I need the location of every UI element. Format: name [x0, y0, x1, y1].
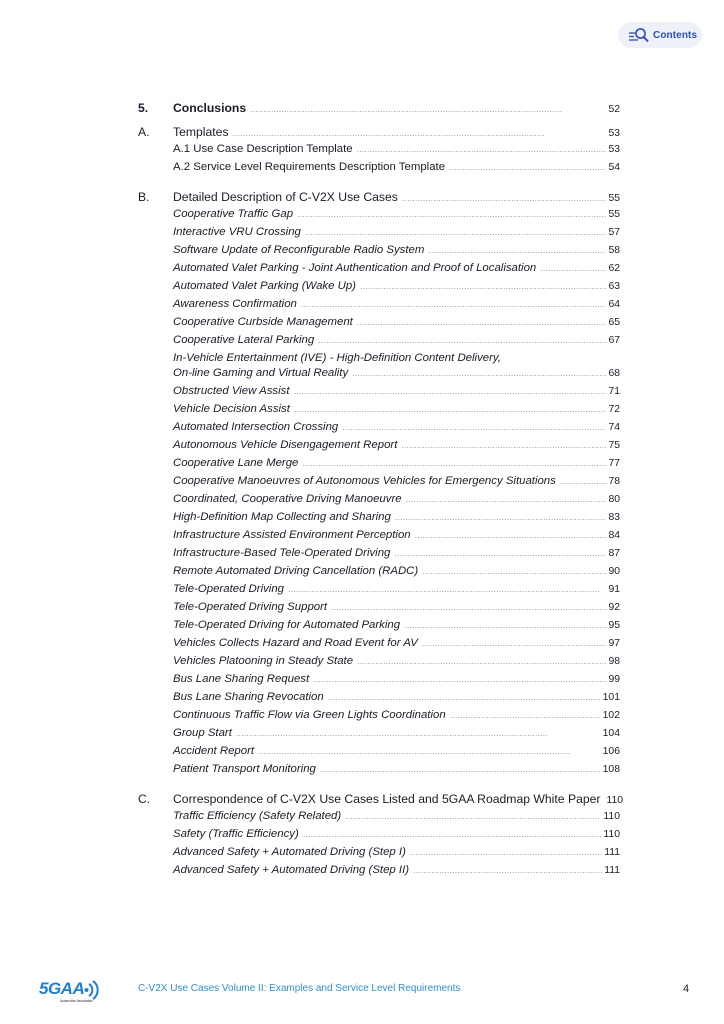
toc-entry-page: 71 — [608, 386, 620, 397]
toc-entry-title: Cooperative Curbside Management — [173, 316, 353, 328]
toc-entry[interactable] — [173, 511, 620, 527]
toc-entry-title: Templates — [173, 125, 229, 139]
toc-entry[interactable] — [173, 601, 620, 617]
toc-entry-page: 58 — [608, 245, 620, 256]
toc-entry-title: Cooperative Lateral Parking — [173, 334, 315, 346]
toc-entry[interactable] — [173, 655, 620, 671]
toc-entry[interactable] — [173, 828, 620, 844]
toc-entry-title: Coordinated, Cooperative Driving Manoeuvre — [173, 493, 402, 505]
toc-entry-page: 68 — [608, 368, 620, 379]
toc-entry-title: Infrastructure-Based Tele-Operated Driving — [173, 547, 391, 559]
toc-entry-title: Infrastructure Assisted Environment Perception — [173, 529, 411, 541]
toc-entry-title: Conclusions — [173, 101, 247, 115]
toc-entry[interactable] — [173, 727, 620, 743]
section-number: C. — [138, 792, 151, 806]
toc-entry-page: 90 — [608, 566, 620, 577]
toc-entry-title-line1: In-Vehicle Entertainment (IVE) - High-Definition Content Delivery, — [173, 352, 501, 364]
toc-entry-title: Continuous Traffic Flow via Green Lights Coordination — [173, 709, 446, 721]
toc-entry-title: Awareness Confirmation — [173, 298, 297, 310]
toc-entry-title: Detailed Description of C-V2X Use Cases — [173, 190, 398, 204]
toc-entry[interactable] — [173, 493, 620, 509]
toc-entry-title: Safety (Traffic Efficiency) — [173, 828, 299, 840]
toc-entry[interactable] — [173, 619, 620, 635]
toc-entry[interactable] — [173, 745, 620, 761]
toc-entry-title: Vehicles Collects Hazard and Road Event for AV — [173, 637, 418, 649]
toc-entry[interactable] — [173, 208, 620, 224]
toc-entry-correspondence[interactable] — [173, 792, 624, 808]
toc-entry-page: 110 — [606, 795, 624, 806]
toc-entry[interactable] — [173, 143, 620, 159]
toc-entry-title: Accident Report — [173, 745, 255, 757]
footer-document-title: C-V2X Use Cases Volume II: Examples and Service Level Requirements — [138, 983, 461, 994]
toc-entry-page: 55 — [608, 209, 620, 220]
toc-entry-page: 52 — [608, 104, 620, 115]
toc-entry[interactable] — [173, 475, 620, 491]
toc-entry[interactable] — [173, 385, 620, 401]
toc-entry[interactable] — [173, 316, 620, 332]
toc-entry-title: Advanced Safety + Automated Driving (Step I) — [173, 846, 406, 858]
toc-entry-page: 54 — [608, 162, 620, 173]
toc-entry[interactable] — [173, 244, 620, 260]
toc-entry-title: Traffic Efficiency (Safety Related) — [173, 810, 342, 822]
toc-entry-title: Remote Automated Driving Cancellation (RADC) — [173, 565, 419, 577]
toc-entry-title: Advanced Safety + Automated Driving (Step II) — [173, 864, 410, 876]
toc-entry[interactable] — [173, 298, 620, 314]
toc-entry-page: 84 — [608, 530, 620, 541]
toc-entry-title: Bus Lane Sharing Revocation — [173, 691, 324, 703]
section-number: B. — [138, 190, 150, 204]
toc-entry-title: Tele-Operated Driving for Automated Parking — [173, 619, 401, 631]
toc-entry-title: On-line Gaming and Virtual Reality — [173, 367, 349, 379]
toc-entry[interactable] — [173, 457, 620, 473]
toc-entry-title: Patient Transport Monitoring — [173, 763, 316, 775]
toc-entry-page: 106 — [602, 746, 620, 757]
toc-entry[interactable] — [173, 810, 620, 826]
toc-entry-title: Software Update of Reconfigurable Radio System — [173, 244, 425, 256]
toc-entry-page: 83 — [608, 512, 620, 523]
toc-entry[interactable] — [173, 763, 620, 779]
contents-label: Contents — [653, 29, 698, 41]
toc-entry-page: 87 — [608, 548, 620, 559]
toc-entry-title: Vehicle Decision Assist — [173, 403, 290, 415]
toc-entry-templates[interactable] — [173, 125, 620, 141]
toc-entry-page: 78 — [608, 476, 620, 487]
toc-entry[interactable] — [173, 226, 620, 242]
toc-entry-title: Automated Valet Parking - Joint Authentication and Proof of Localisation — [173, 262, 537, 274]
contents-button[interactable] — [618, 22, 702, 48]
toc-entry[interactable] — [173, 421, 620, 437]
toc-entry[interactable] — [173, 529, 620, 545]
toc-entry[interactable] — [173, 439, 620, 455]
toc-entry[interactable] — [173, 334, 620, 350]
toc-entry[interactable] — [173, 565, 620, 581]
toc-entry-title: Group Start — [173, 727, 232, 739]
toc-entry-title: Automated Intersection Crossing — [173, 421, 339, 433]
logo-text: 5GAA — [39, 979, 85, 998]
toc-entry-page: 62 — [608, 263, 620, 274]
toc-entry[interactable] — [173, 161, 620, 177]
toc-entry-page: 67 — [608, 335, 620, 346]
toc-entry-page: 77 — [608, 458, 620, 469]
toc-entry[interactable] — [173, 403, 620, 419]
contents-search-icon — [628, 27, 650, 44]
page-number: 4 — [683, 983, 690, 995]
toc-entry-page: 74 — [608, 422, 620, 433]
toc-entry[interactable] — [173, 637, 620, 653]
toc-entry-title: Tele-Operated Driving — [173, 583, 285, 595]
toc-entry-page: 80 — [608, 494, 620, 505]
toc-entry-page: 97 — [608, 638, 620, 649]
toc-entry-title: Obstructed View Assist — [173, 385, 290, 397]
toc-entry-page: 91 — [608, 584, 620, 595]
toc-entry-page: 110 — [603, 829, 620, 840]
toc-entry[interactable] — [173, 864, 620, 880]
toc-entry-page: 108 — [602, 764, 620, 775]
toc-entry[interactable] — [173, 280, 620, 296]
toc-entry-page: 110 — [603, 811, 620, 822]
toc-entry-page: 98 — [608, 656, 620, 667]
toc-entry[interactable] — [173, 691, 620, 707]
toc-entry-title: Correspondence of C-V2X Use Cases Listed and 5GAA Roadmap White Paper — [173, 792, 601, 806]
toc-entry-page: 53 — [608, 144, 620, 155]
toc-entry-title: Interactive VRU Crossing — [173, 226, 301, 238]
toc-entry-title: Cooperative Traffic Gap — [173, 208, 294, 220]
toc-entry-title: Bus Lane Sharing Request — [173, 673, 310, 685]
toc-entry-page: 72 — [608, 404, 620, 415]
toc-entry[interactable] — [173, 262, 620, 278]
toc-entry-title: Cooperative Manoeuvres of Autonomous Vehicles for Emergency Situations — [173, 475, 556, 487]
toc-entry-page: 99 — [608, 674, 620, 685]
toc-entry-page: 65 — [608, 317, 620, 328]
section-number: 5. — [138, 101, 149, 115]
toc-entry-page: 75 — [608, 440, 620, 451]
section-number: A. — [138, 125, 150, 139]
toc-entry-page: 104 — [602, 728, 620, 739]
toc-entry-page: 101 — [602, 692, 620, 703]
toc-entry-title: High-Definition Map Collecting and Sharing — [173, 511, 391, 523]
toc-entry-title: Vehicles Platooning in Steady State — [173, 655, 354, 667]
logo-subtext: Automotive Association — [60, 999, 93, 1003]
toc-entry[interactable] — [173, 673, 620, 689]
toc-entry-title: Automated Valet Parking (Wake Up) — [173, 280, 356, 292]
toc-entry-page: 111 — [604, 865, 620, 876]
toc-entry-page: 55 — [608, 193, 620, 204]
toc-entry[interactable] — [173, 846, 620, 862]
toc-entry-title: Tele-Operated Driving Support — [173, 601, 328, 613]
toc-entry[interactable] — [173, 709, 620, 725]
toc-entry-conclusions[interactable] — [173, 101, 620, 117]
toc-entry-page: 64 — [608, 299, 620, 310]
5gaa-logo — [38, 978, 108, 1004]
toc-entry-page: 111 — [604, 847, 620, 858]
toc-entry-title: A.2 Service Level Requirements Description Template — [173, 161, 446, 173]
toc-entry-page: 53 — [608, 128, 620, 139]
toc-entry-title: A.1 Use Case Description Template — [173, 143, 353, 155]
toc-entry-page: 95 — [608, 620, 620, 631]
toc-entry-page: 63 — [608, 281, 620, 292]
toc-entry-page: 102 — [602, 710, 620, 721]
toc-entry[interactable] — [173, 547, 620, 563]
toc-entry[interactable] — [173, 583, 620, 599]
toc-entry-title: Autonomous Vehicle Disengagement Report — [173, 439, 398, 451]
toc-entry[interactable] — [173, 367, 620, 383]
toc-entry-page: 92 — [608, 602, 620, 613]
toc-entry-title: Cooperative Lane Merge — [173, 457, 299, 469]
toc-entry-detailed-description[interactable] — [173, 190, 620, 206]
toc-entry-page: 57 — [608, 227, 620, 238]
